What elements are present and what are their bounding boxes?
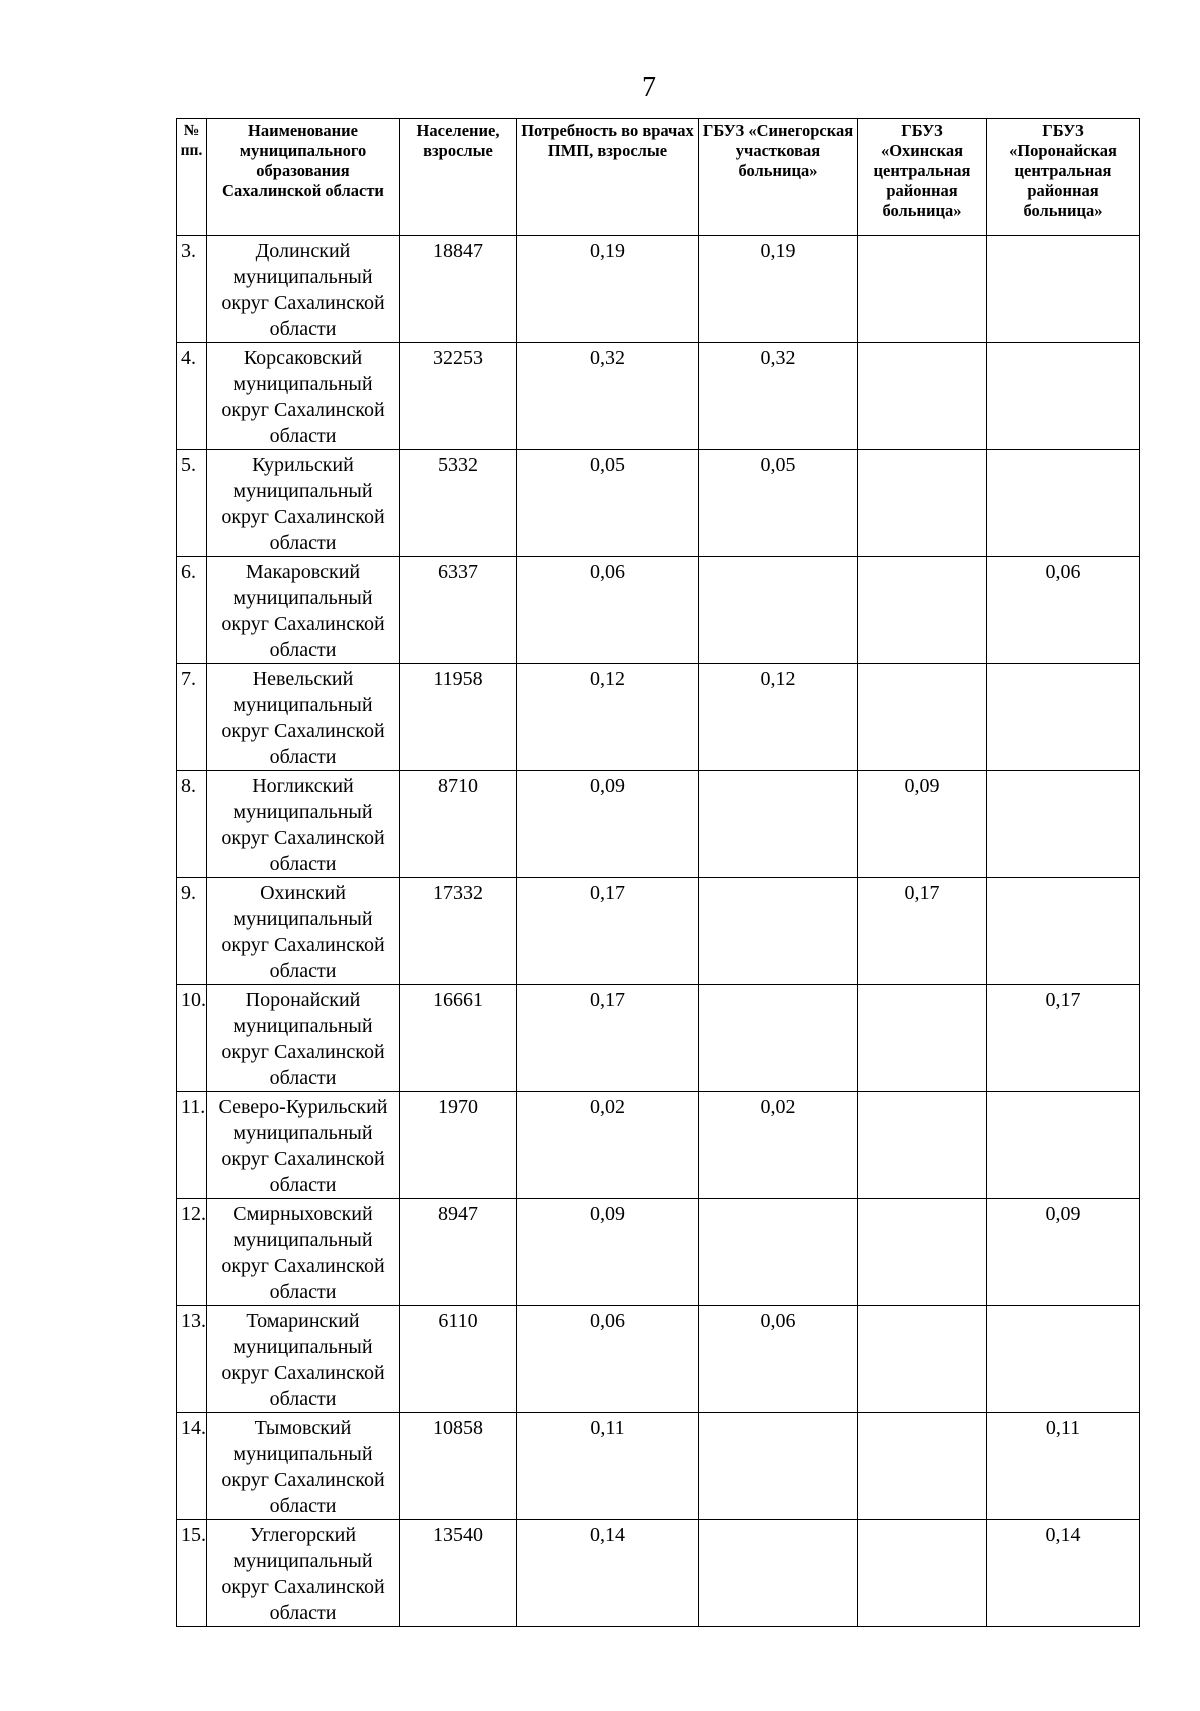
row-doctor-need: 0,09 [517,1199,699,1306]
row-poronaysk [987,878,1140,985]
row-sinegorsk [699,771,858,878]
row-num: 9. [177,878,207,985]
row-population: 10858 [400,1413,517,1520]
row-sinegorsk: 0,19 [699,236,858,343]
row-municipality: Долинский муниципальный округ Сахалинской области [207,236,400,343]
row-doctor-need: 0,17 [517,878,699,985]
header-okha-hospital: ГБУЗ «Охинская центральная районная больница» [858,119,987,236]
row-okha [858,236,987,343]
row-okha [858,1520,987,1627]
row-num: 15. [177,1520,207,1627]
row-num: 10. [177,985,207,1092]
row-poronaysk [987,771,1140,878]
row-population: 8710 [400,771,517,878]
row-poronaysk: 0,14 [987,1520,1140,1627]
row-sinegorsk: 0,12 [699,664,858,771]
table-row [177,1092,1140,1199]
row-doctor-need: 0,32 [517,343,699,450]
row-sinegorsk [699,557,858,664]
table-row [177,236,1140,343]
row-okha [858,1306,987,1413]
row-sinegorsk [699,878,858,985]
row-poronaysk [987,664,1140,771]
row-doctor-need: 0,09 [517,771,699,878]
row-municipality: Невельский муниципальный округ Сахалинской области [207,664,400,771]
row-municipality: Поронайский муниципальный округ Сахалинской области [207,985,400,1092]
row-num: 14. [177,1413,207,1520]
row-poronaysk [987,1306,1140,1413]
row-poronaysk [987,450,1140,557]
row-num: 4. [177,343,207,450]
row-population: 6110 [400,1306,517,1413]
row-population: 5332 [400,450,517,557]
row-municipality: Корсаковский муниципальный округ Сахалинской области [207,343,400,450]
table-row [177,878,1140,985]
row-doctor-need: 0,02 [517,1092,699,1199]
row-sinegorsk [699,1520,858,1627]
row-population: 18847 [400,236,517,343]
row-poronaysk [987,343,1140,450]
row-municipality: Ногликский муниципальный округ Сахалинской области [207,771,400,878]
table-row [177,343,1140,450]
row-municipality: Курильский муниципальный округ Сахалинской области [207,450,400,557]
table-row [177,771,1140,878]
row-num: 8. [177,771,207,878]
row-doctor-need: 0,06 [517,1306,699,1413]
row-num: 11. [177,1092,207,1199]
row-sinegorsk: 0,02 [699,1092,858,1199]
row-doctor-need: 0,14 [517,1520,699,1627]
row-num: 6. [177,557,207,664]
table-row [177,985,1140,1092]
row-population: 13540 [400,1520,517,1627]
row-population: 32253 [400,343,517,450]
row-okha [858,450,987,557]
row-municipality: Тымовский муниципальный округ Сахалинской области [207,1413,400,1520]
row-sinegorsk: 0,06 [699,1306,858,1413]
row-sinegorsk [699,985,858,1092]
table-row [177,557,1140,664]
row-okha [858,1092,987,1199]
row-num: 12. [177,1199,207,1306]
row-municipality: Северо-Курильский муниципальный округ Сахалинской области [207,1092,400,1199]
table-row [177,1520,1140,1627]
row-okha: 0,09 [858,771,987,878]
table-header-row [177,119,1140,236]
row-num: 3. [177,236,207,343]
row-population: 16661 [400,985,517,1092]
row-doctor-need: 0,17 [517,985,699,1092]
row-poronaysk: 0,11 [987,1413,1140,1520]
row-population: 11958 [400,664,517,771]
allocation-table [176,118,1140,1627]
row-municipality: Макаровский муниципальный округ Сахалинской области [207,557,400,664]
row-doctor-need: 0,11 [517,1413,699,1520]
row-okha: 0,17 [858,878,987,985]
row-doctor-need: 0,06 [517,557,699,664]
row-poronaysk [987,1092,1140,1199]
row-num: 7. [177,664,207,771]
row-poronaysk: 0,09 [987,1199,1140,1306]
row-sinegorsk [699,1199,858,1306]
row-municipality: Смирныховский муниципальный округ Сахалинской области [207,1199,400,1306]
row-doctor-need: 0,19 [517,236,699,343]
row-poronaysk [987,236,1140,343]
table-body [177,236,1140,1627]
row-doctor-need: 0,05 [517,450,699,557]
table-row [177,1413,1140,1520]
row-okha [858,1413,987,1520]
header-doctor-need: Потребность во врачах ПМП, взрослые [517,119,699,236]
table-row [177,450,1140,557]
table-row [177,1306,1140,1413]
row-population: 1970 [400,1092,517,1199]
header-poronaysk-hospital: ГБУЗ «Поронайская центральная районная больница» [987,119,1140,236]
row-sinegorsk: 0,32 [699,343,858,450]
row-poronaysk: 0,17 [987,985,1140,1092]
header-municipality: Наименование муниципального образования Сахалинской области [207,119,400,236]
row-num: 13. [177,1306,207,1413]
row-okha [858,664,987,771]
table-row [177,664,1140,771]
row-poronaysk: 0,06 [987,557,1140,664]
row-okha [858,985,987,1092]
row-okha [858,1199,987,1306]
row-municipality: Томаринский муниципальный округ Сахалинской области [207,1306,400,1413]
header-sinegorsk-hospital: ГБУЗ «Синегорская участковая больница» [699,119,858,236]
row-doctor-need: 0,12 [517,664,699,771]
header-num: № пп. [177,119,207,236]
row-num: 5. [177,450,207,557]
row-okha [858,343,987,450]
page-number: 7 [642,72,656,103]
row-population: 8947 [400,1199,517,1306]
row-sinegorsk: 0,05 [699,450,858,557]
row-municipality: Углегорский муниципальный округ Сахалинской области [207,1520,400,1627]
row-municipality: Охинский муниципальный округ Сахалинской области [207,878,400,985]
header-population: Население, взрослые [400,119,517,236]
table-row [177,1199,1140,1306]
row-population: 17332 [400,878,517,985]
row-sinegorsk [699,1413,858,1520]
row-okha [858,557,987,664]
row-population: 6337 [400,557,517,664]
